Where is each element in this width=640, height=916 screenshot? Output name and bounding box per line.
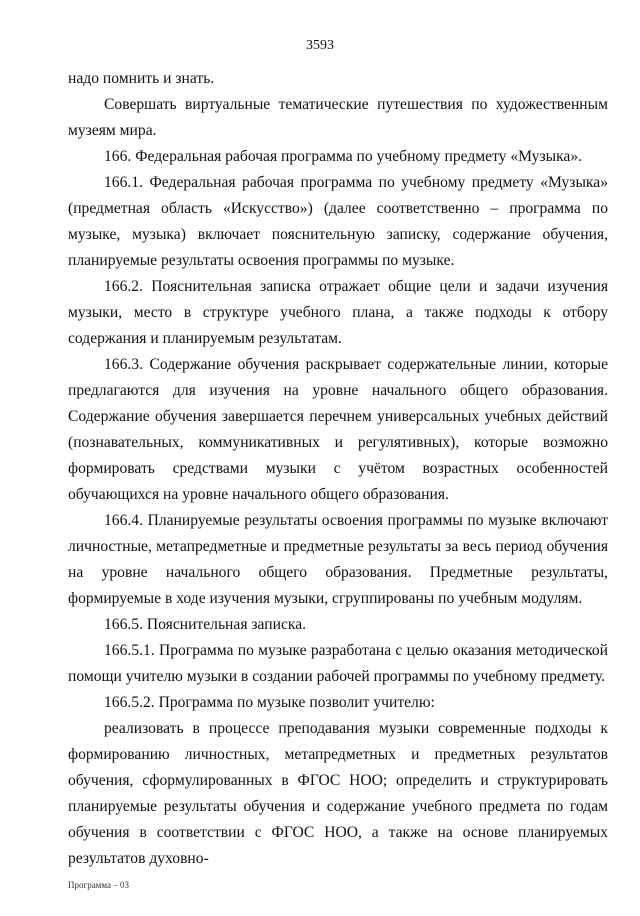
footer-label: Программа – 03 — [68, 880, 130, 890]
paragraph-166-5-1: 166.5.1. Программа по музыке разработана с целью оказания методической помощи учителю музыки в создании рабочей программы по учебному предмету. — [68, 642, 608, 685]
paragraph-166-1: 166.1. Федеральная рабочая программа по учебному предмету «Музыка» (предметная область «Искусство») (далее соответственно – программа по музыке, музыка) включает пояснительную записку, содержание обучения, планируемые результаты освоения программы по музыке. — [68, 174, 608, 269]
section-heading-166: 166. Федеральная рабочая программа по учебному предмету «Музыка». — [104, 148, 583, 165]
paragraph-166-2: 166.2. Пояснительная записка отражает общие цели и задачи изучения музыки, место в структуре учебного плана, а также подходы к отбору содержания и планируемым результатам. — [68, 278, 608, 347]
document-body — [68, 66, 608, 872]
paragraph-166-4: 166.4. Планируемые результаты освоения программы по музыке включают личностные, метапредметные и предметные результаты за весь период обучения на уровне начального общего образования. Предметные результаты, формируемые в ходе изучения музыки, сгруппированы по учебным модулям. — [68, 512, 608, 607]
paragraph-166-5-2: 166.5.2. Программа по музыке позволит учителю: — [104, 694, 435, 711]
paragraph-166-5: 166.5. Пояснительная записка. — [104, 616, 307, 633]
paragraph-virtual-tours: Совершать виртуальные тематические путешествия по художественным музеям мира. — [68, 96, 608, 139]
paragraph-continuation: надо помнить и знать. — [68, 70, 215, 87]
paragraph-166-3: 166.3. Содержание обучения раскрывает содержательные линии, которые предлагаются для изучения на уровне начального общего образования. Содержание обучения завершается перечнем универсальных учебных действий (познавательных, коммуникативных и регулятивных), которые возможно формировать средствами музыки с учётом возрастных особенностей обучающихся на уровне начального общего образования. — [68, 356, 608, 503]
page-number: 3593 — [306, 38, 334, 53]
paragraph-implementation: реализовать в процессе преподавания музыки современные подходы к формированию личностных, метапредметных и предметных результатов обучения, сформулированных в ФГОС НОО; определить и структурировать планируемые результаты обучения и содержание учебного предмета по годам обучения в соответствии с ФГОС НОО, а также на основе планируемых результатов духовно- — [68, 720, 608, 867]
